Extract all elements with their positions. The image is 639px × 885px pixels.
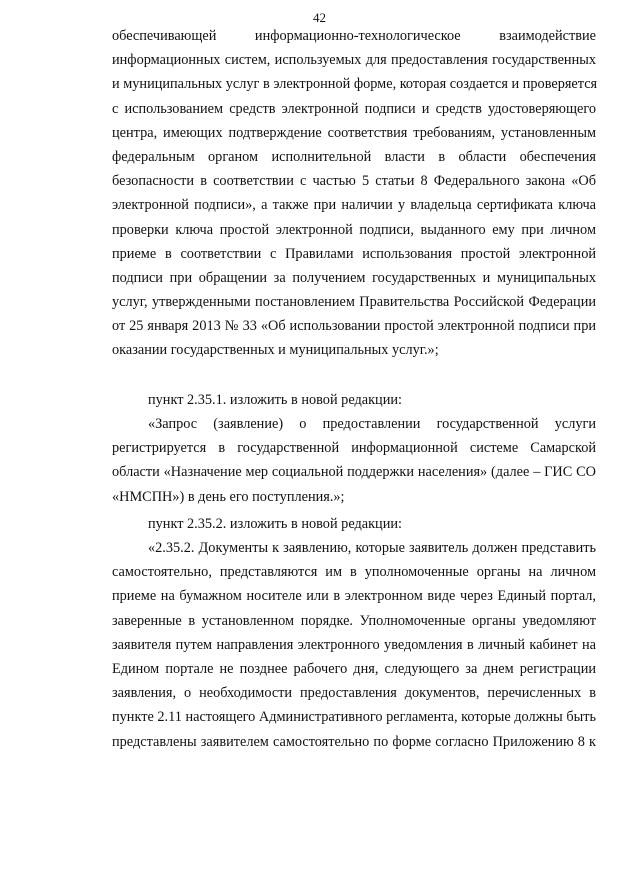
text-line: заверенные в установленном порядке. Уполномоченные органы уведомляют <box>112 612 596 629</box>
text-line: «Запрос (заявление) о предоставлении государственной услуги <box>148 416 596 432</box>
text-line: «2.35.2. Документы к заявлению, которые заявитель должен представить <box>148 540 596 556</box>
paragraph-point-2-35-1-heading <box>112 388 596 412</box>
page-number: 42 <box>313 10 326 25</box>
text-line: приеме на бумажном носителе или в электронном виде через Единый портал, <box>112 588 596 605</box>
text-line: федеральным органом исполнительной власти в области обеспечения <box>112 148 596 165</box>
text-line: заявителя путем направления электронного уведомления в личный кабинет на <box>112 636 596 653</box>
text-line: «НМСПН») в день его поступления.»; <box>112 488 345 505</box>
paragraph-electronic-signature <box>112 24 596 363</box>
text-line: обеспечивающей информационно-технологическое взаимодействие <box>112 28 596 44</box>
text-line: от 25 января 2013 № 33 «Об использовании простой электронной подписи при <box>112 318 596 335</box>
text-line: центра, имеющих подтверждение соответствия требованиям, установленным <box>112 124 596 141</box>
text-line: Едином портале не позднее рабочего дня, следующего за днем регистрации <box>112 660 596 677</box>
text-line: пункт 2.35.2. изложить в новой редакции: <box>148 516 402 532</box>
text-line: приеме в соответствии с Правилами использования простой электронной <box>112 245 596 262</box>
text-line: самостоятельно, представляются им в уполномоченные органы на личном <box>112 564 596 581</box>
text-line: проверки ключа простой электронной подписи, выданного ему при личном <box>112 221 596 238</box>
text-line: подписи при обращении за получением государственных и муниципальных <box>112 269 596 286</box>
text-line: информационных систем, используемых для предоставления государственных <box>112 52 596 69</box>
text-line: безопасности в соответствии с частью 5 статьи 8 Федерального закона «Об <box>112 173 596 190</box>
text-line: пункт 2.35.1. изложить в новой редакции: <box>148 392 402 408</box>
text-line: оказании государственных и муниципальных услуг.»; <box>112 342 439 359</box>
text-line: электронной подписи», а также при наличии у владельца сертификата ключа <box>112 197 596 214</box>
text-line: области «Назначение мер социальной поддержки населения» (далее – ГИС СО <box>112 464 596 481</box>
text-line: услуг, утвержденными постановлением Правительства Российской Федерации <box>112 294 596 311</box>
text-line: представлены заявителем самостоятельно по форме согласно Приложению 8 к <box>112 733 596 750</box>
paragraph-request-registration <box>112 412 596 509</box>
text-line: пункте 2.11 настоящего Административного регламента, которые должны быть <box>112 709 596 726</box>
text-line: заявления, о необходимости предоставления документов, перечисленных в <box>112 685 596 702</box>
text-line: регистрируется в государственной информационной системе Самарской <box>112 440 596 457</box>
text-line: с использованием средств электронной подписи и средств удостоверяющего <box>112 100 596 117</box>
paragraph-documents-submission <box>112 536 596 754</box>
paragraph-point-2-35-2-heading <box>112 512 596 536</box>
text-line: и муниципальных услуг в электронной форме, которая создается и проверяется <box>112 76 598 93</box>
